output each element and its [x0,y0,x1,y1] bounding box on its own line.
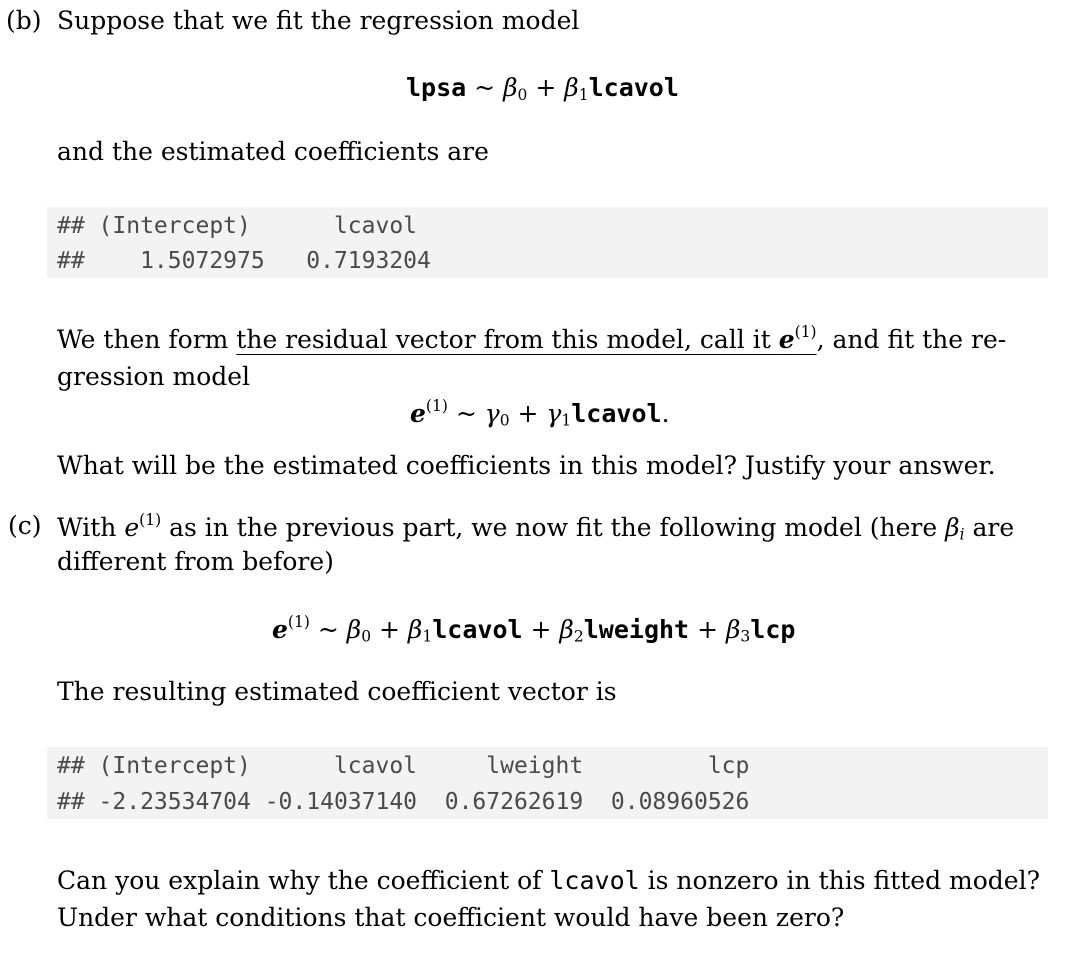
residual-text-underlined [236,325,816,354]
part-b-label: (b) [6,6,42,35]
part-b-question: What will be the estimated coefficients in this model? Justify your answer. [57,451,996,480]
eq3-beta3-sub: 3 [740,627,751,646]
residual-e-sup: (1) [794,323,817,341]
coef-intro: and the estimated coefficients are [57,137,489,166]
eq2-gamma1-sub: 1 [561,411,572,430]
part-c-label: (c) [8,511,42,540]
part-c-e: e [124,512,140,542]
part-c-beta-i-sub: i [959,525,965,544]
part-c-line2: different from before) [57,547,334,576]
part-c-question-1 [57,866,1040,895]
code-output-b-line2: ## 1.5072975 0.7193204 [57,248,431,274]
result-intro: The resulting estimated coefficient vector is [57,677,617,706]
eq3-beta0-sub: 0 [361,627,372,646]
eq2-end: . [661,398,670,428]
eq1-plus: + [535,73,557,102]
eq1-beta1: β [564,73,579,102]
eq3-var3: lcp [750,614,796,644]
q1-pre: Can you explain why the coefficient of [57,866,550,895]
eq3-plus1: + [379,614,400,644]
residual-text-line1 [57,323,1006,354]
equation-1 [406,73,679,104]
eq2-gamma0: γ [484,398,500,428]
residual-text-post: , and fit the re- [816,324,1007,354]
eq1-response: lpsa [406,73,467,102]
code-output-c [47,747,1048,819]
eq3-plus3: + [697,614,719,644]
eq2-e-sup: (1) [425,397,448,415]
eq1-beta0-sub: 0 [517,85,528,104]
eq3-e: e [272,614,288,644]
eq3-var2: lweight [583,614,690,644]
eq2-gamma1: γ [546,398,562,428]
eq3-e-sup: (1) [287,613,310,631]
eq3-beta1: β [407,614,423,644]
eq1-tilde: ~ [474,73,496,102]
part-c-question-2: Under what conditions that coefficient would have been zero? [57,903,845,932]
code-output-b-line1: ## (Intercept) lcavol [57,213,418,239]
part-c-line1-pre: With [57,512,125,542]
part-b-intro: Suppose that we fit the regression model [57,6,580,35]
residual-text-pre: We then form [57,324,237,354]
eq3-beta0: β [346,614,362,644]
eq3-plus2: + [530,614,552,644]
eq3-beta2: β [559,614,574,644]
part-c-beta-i: β [945,512,960,542]
eq3-var1: lcavol [432,614,523,644]
part-c-line1-post: as in the previous part, we now fit the following model (here [161,512,946,542]
code-output-b [47,207,1048,278]
eq2-gamma0-sub: 0 [499,411,510,430]
part-c-e-sup: (1) [139,511,162,529]
eq3-beta2-sub: 2 [573,627,584,646]
eq3-tilde: ~ [317,614,339,644]
eq1-var: lcavol [588,73,679,102]
equation-2 [410,397,670,430]
equation-3 [272,613,795,646]
eq2-tilde: ~ [455,398,477,428]
eq3-beta3: β [725,614,741,644]
code-output-c-line1: ## (Intercept) lcavol lweight lcp [57,753,750,779]
part-c-line1-end: are [964,512,1015,542]
eq2-var: lcavol [571,398,662,428]
residual-text-line2: gression model [57,362,251,391]
residual-e: e [778,324,795,354]
eq2-plus: + [517,398,539,428]
residual-underlined-words: the residual vector from this model, call it [236,324,779,354]
eq3-beta1-sub: 1 [422,627,433,646]
eq2-e: e [410,398,426,428]
eq1-beta0: β [503,73,518,102]
eq1-beta1-sub: 1 [578,85,589,104]
q1-post: is nonzero in this fitted model? [639,866,1040,895]
part-c-line1 [57,511,1014,544]
q1-code: lcavol [549,866,640,895]
code-output-c-line2: ## -2.23534704 -0.14037140 0.67262619 0.08960526 [57,789,750,815]
